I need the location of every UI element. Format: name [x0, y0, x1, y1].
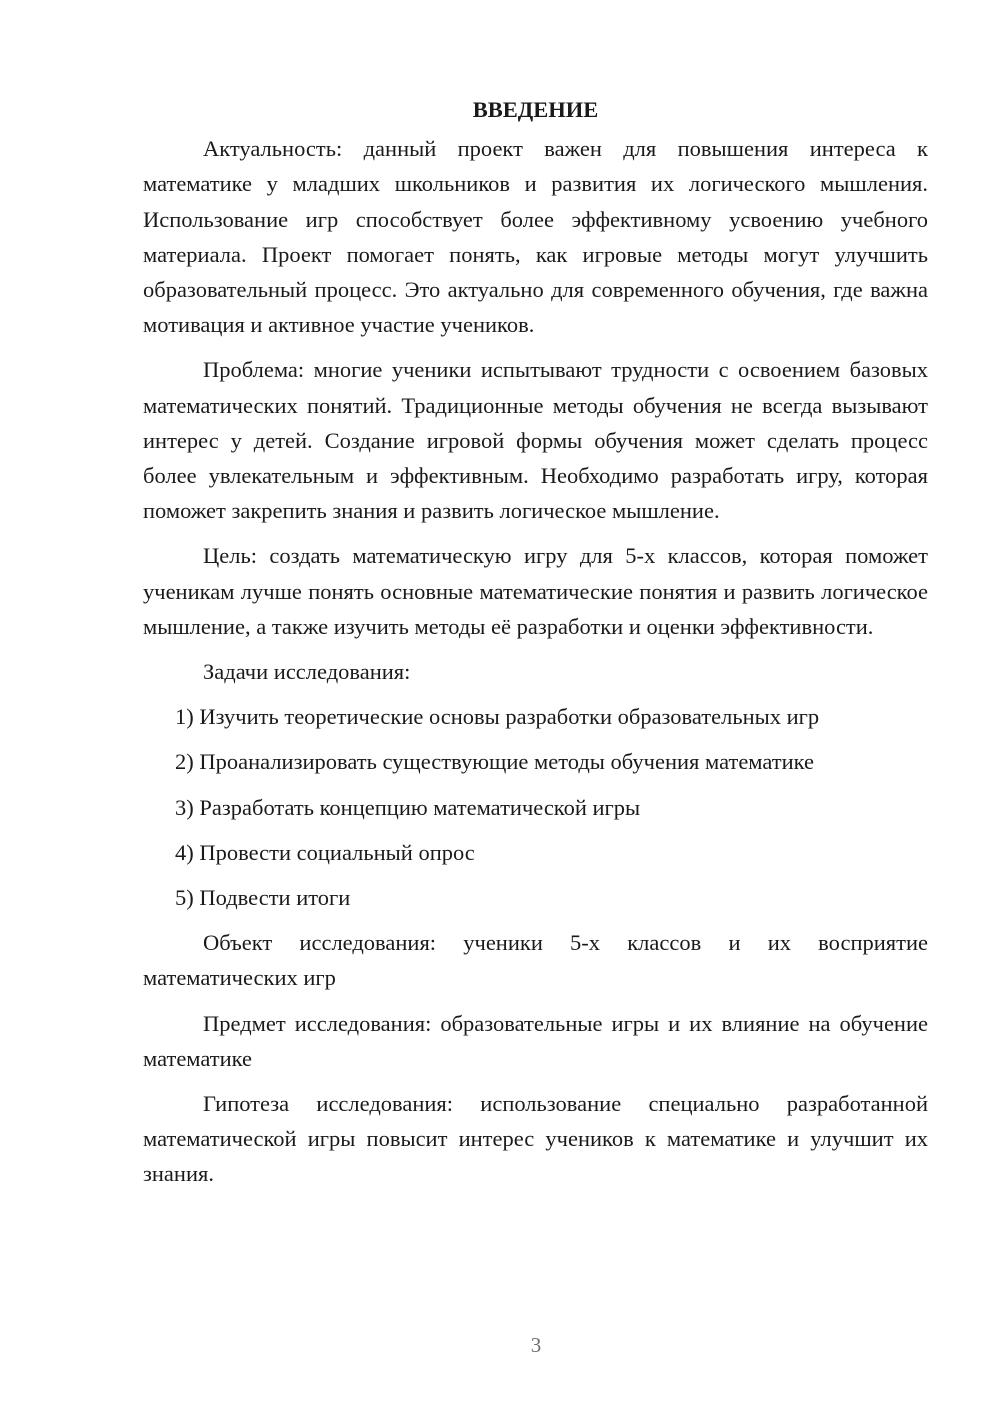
- hypothesis-paragraph: Гипотеза исследования: использование специально разработанной математической игры повысит интерес учеников к математике и улучшит их знания.: [143, 1091, 928, 1187]
- task-item: 5) Подвести итоги: [175, 885, 351, 911]
- page-number: 3: [530, 1333, 542, 1357]
- task-item: 3) Разработать концепцию математической игры: [175, 794, 641, 820]
- task-item: 2) Проанализировать существующие методы обучения математике: [175, 749, 815, 775]
- subject-paragraph: Предмет исследования: образовательные игры и их влияние на обучение математике: [143, 1010, 928, 1071]
- problem-paragraph: Проблема: многие ученики испытывают трудности с освоением базовых математических понятий. Традиционные методы обучения не всегда вызывают интерес у детей. Создание игровой формы обучения может сделать процесс более увлекательным и эффективным. Необходимо разработать игру, которая поможет закрепить знания и развить логическое мышление.: [143, 357, 928, 524]
- goal-paragraph: Цель: создать математическую игру для 5-х классов, которая поможет ученикам лучше понять основные математические понятия и развить логическое мышление, а также изучить методы её разработки и оценки эффективности.: [143, 543, 928, 639]
- task-item: 1) Изучить теоретические основы разработки образовательных игр: [175, 704, 820, 730]
- task-item: 4) Провести социальный опрос: [175, 839, 475, 865]
- tasks-heading: Задачи исследования:: [203, 659, 411, 685]
- page-content: [143, 92, 928, 1202]
- tasks-list: [143, 699, 928, 915]
- page-title: ВВЕДЕНИЕ: [472, 97, 599, 122]
- object-paragraph: Объект исследования: ученики 5-х классов и их восприятие математических игр: [143, 930, 928, 991]
- relevance-paragraph: Актуальность: данный проект важен для повышения интереса к математике у младших школьников и развития их логического мышления. Использование игр способствует более эффективному усвоению учебного материала. Проект помогает понять, как игровые методы могут улучшить образовательный процесс. Это актуально для современного обучения, где важна мотивация и активное участие учеников.: [143, 136, 928, 338]
